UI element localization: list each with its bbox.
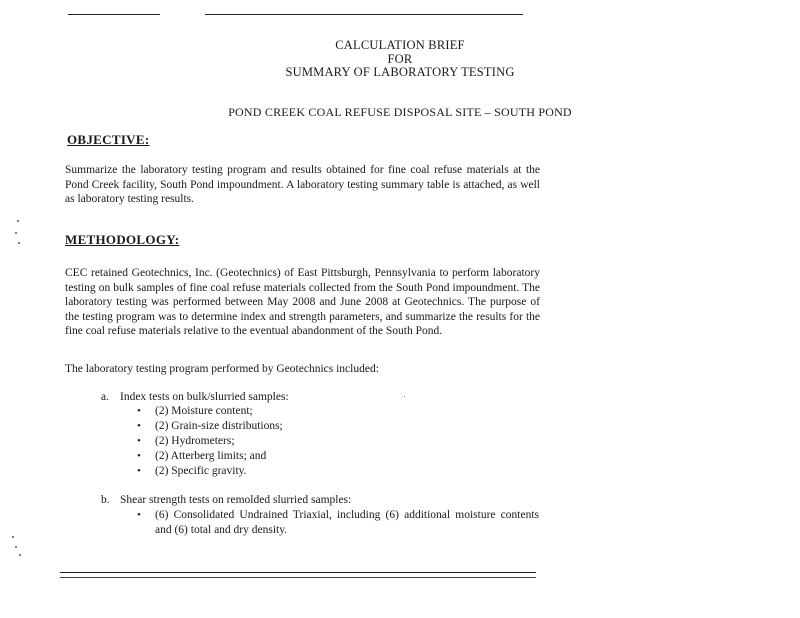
list-item: (2) Moisture content; bbox=[155, 405, 253, 417]
bullet-icon: • bbox=[137, 465, 141, 477]
methodology-paragraph-2: The laboratory testing program performed by Geotechnics included: bbox=[65, 363, 379, 375]
title-line-3: SUMMARY OF LABORATORY TESTING bbox=[285, 65, 515, 79]
list-item: (2) Hydrometers; bbox=[155, 435, 235, 447]
bottom-rule-2 bbox=[60, 577, 536, 578]
methodology-heading: METHODOLOGY: bbox=[65, 232, 180, 247]
list-item: (2) Specific gravity. bbox=[155, 465, 247, 477]
list-item: (2) Atterberg limits; and bbox=[155, 450, 267, 462]
scan-speck bbox=[404, 396, 405, 397]
scan-speck bbox=[15, 546, 17, 548]
bullet-icon: • bbox=[137, 509, 141, 521]
list-item: (6) Consolidated Undrained Triaxial, including (6) additional moisture contents and (6) total and dry density. bbox=[155, 509, 539, 536]
scan-speck bbox=[15, 232, 17, 234]
top-rule-right bbox=[205, 14, 523, 15]
methodology-paragraph-1: CEC retained Geotechnics, Inc. (Geotechnics) of East Pittsburgh, Pennsylvania to perform laboratory testing on bulk samples of fine coal refuse materials collected from the South Pond impoundment. The laboratory testing was performed between May 2008 and June 2008 at Geotechnics. The purpose of the testing program was to determine index and strength parameters, and summarize the results for the fine coal refuse materials relative to the eventual abandonment of the South Pond. bbox=[65, 267, 540, 337]
bullet-icon: • bbox=[137, 450, 141, 462]
list-marker-b: b. bbox=[101, 494, 110, 506]
list-label-a: Index tests on bulk/slurried samples: bbox=[120, 391, 289, 403]
bullet-icon: • bbox=[137, 435, 141, 447]
top-rule-left bbox=[68, 14, 160, 15]
bullet-icon: • bbox=[137, 420, 141, 432]
objective-heading: OBJECTIVE: bbox=[67, 132, 150, 147]
scan-speck bbox=[19, 554, 21, 556]
list-item: (2) Grain-size distributions; bbox=[155, 420, 283, 432]
list-marker-a: a. bbox=[101, 391, 109, 403]
scan-speck bbox=[18, 242, 20, 244]
title-line-1: CALCULATION BRIEF bbox=[335, 38, 465, 52]
bottom-rule-1 bbox=[60, 572, 536, 573]
site-title: POND CREEK COAL REFUSE DISPOSAL SITE – SOUTH POND bbox=[228, 105, 572, 119]
scan-speck bbox=[12, 536, 14, 538]
list-label-b: Shear strength tests on remolded slurried samples: bbox=[120, 494, 352, 506]
title-line-2: FOR bbox=[387, 52, 413, 66]
objective-text: Summarize the laboratory testing program and results obtained for fine coal refuse materials at the Pond Creek facility, South Pond impoundment. A laboratory testing summary table is attached, as well as laboratory testing results. bbox=[65, 164, 540, 205]
scan-speck bbox=[17, 220, 19, 222]
bullet-icon: • bbox=[137, 405, 141, 417]
